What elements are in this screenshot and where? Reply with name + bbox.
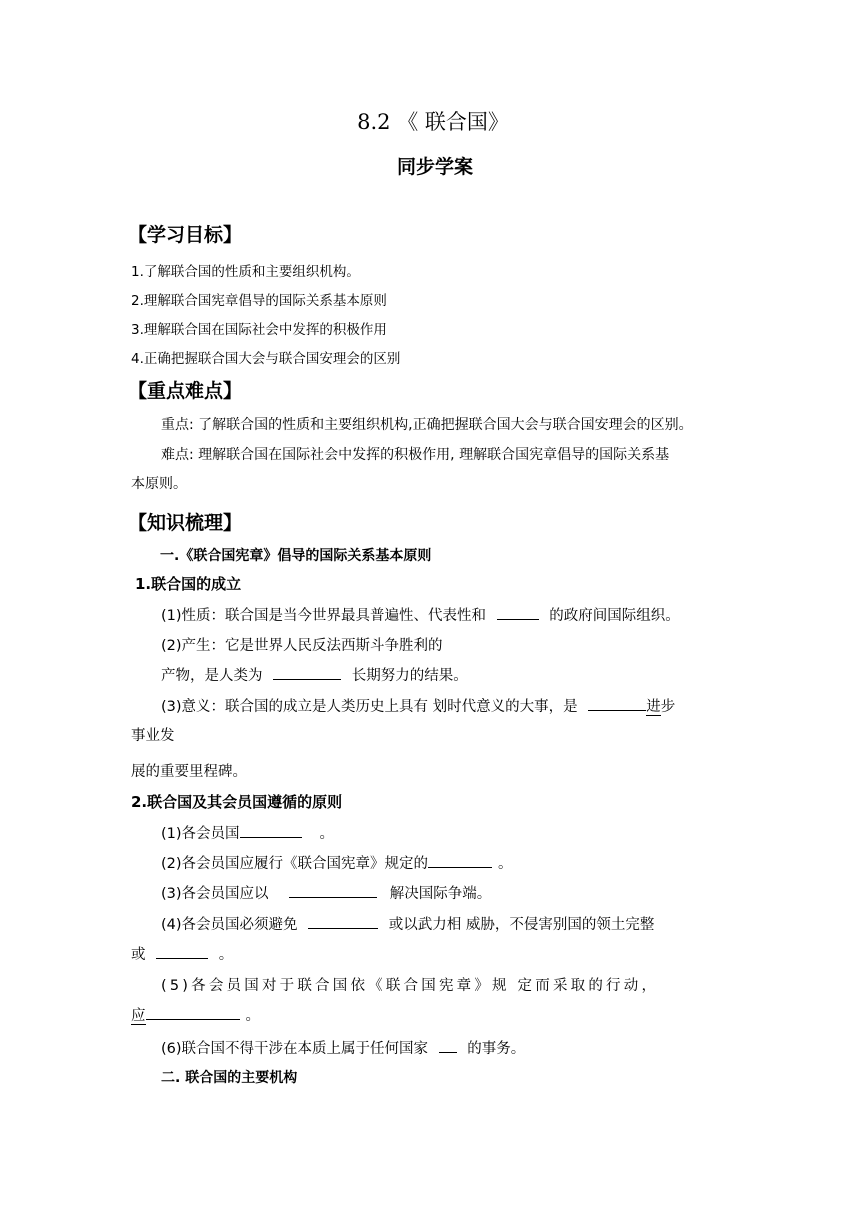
origin-line-cont: 产物，是人类为 长期努力的结果。	[161, 664, 468, 685]
part2-title: 二. 联合国的主要机构	[161, 1070, 298, 1086]
objective-item: 4.正确把握联合国大会与联合国安理会的区别	[131, 351, 401, 367]
answer-blank	[497, 604, 539, 620]
answer-blank	[156, 943, 208, 959]
sub1-title: 1.联合国的成立	[135, 575, 242, 593]
principle-4-cont: 或 。	[131, 943, 233, 964]
meaning-line-end: 展的重要里程碑。	[131, 764, 247, 780]
answer-blank	[588, 695, 646, 711]
page-title: 8.2 《 联合国》	[357, 110, 509, 134]
answer-blank	[289, 882, 377, 898]
sub2-title: 2.联合国及其会员国遵循的原则	[131, 793, 343, 811]
answer-blank	[146, 1004, 240, 1020]
objective-item: 1.了解联合国的性质和主要组织机构。	[131, 264, 360, 280]
meaning-line: (3)意义：联合国的成立是人类历史上具有 划时代意义的大事，是 进步	[161, 695, 675, 716]
answer-blank	[439, 1037, 457, 1053]
answer-blank	[308, 913, 378, 929]
origin-line: (2)产生：它是世界人民反法西斯斗争胜利的	[161, 638, 443, 654]
key-points-heading: 【重点难点】	[128, 380, 243, 402]
principle-5-cont: 应 。	[131, 1004, 260, 1025]
part1-title: 一.《联合国宪章》倡导的国际关系基本原则	[160, 548, 432, 564]
difficulty-text: 难点: 理解联合国在国际社会中发挥的积极作用, 理解联合国宪章倡导的国际关系基	[161, 447, 670, 463]
answer-blank	[240, 822, 302, 838]
focus-text: 重点: 了解联合国的性质和主要组织机构,正确把握联合国大会与联合国安理会的区别。	[161, 417, 693, 433]
nature-line: (1)性质：联合国是当今世界最具普遍性、代表性和 的政府间国际组织。	[161, 604, 680, 625]
principle-2: (2)各会员国应履行《联合国宪章》规定的 。	[161, 852, 513, 873]
meaning-line-cont: 事业发	[131, 728, 175, 744]
principle-6: (6)联合国不得干涉在本质上属于任何国家 的事务。	[161, 1037, 525, 1058]
principle-3: (3)各会员国应以 解决国际争端。	[161, 882, 491, 903]
principle-5: (5)各会员国对于联合国依《联合国宪章》规 定而采取的行动，	[161, 978, 660, 994]
knowledge-heading: 【知识梳理】	[128, 512, 243, 534]
objectives-heading: 【学习目标】	[128, 224, 243, 246]
page-subtitle: 同步学案	[396, 156, 473, 178]
principle-4: (4)各会员国必须避免 或以武力相 威胁，不侵害别国的领土完整	[161, 913, 654, 934]
principle-1: (1)各会员国 。	[161, 822, 334, 843]
answer-blank	[428, 852, 492, 868]
answer-blank	[273, 664, 341, 680]
objective-item: 2.理解联合国宪章倡导的国际关系基本原则	[131, 293, 387, 309]
objective-item: 3.理解联合国在国际社会中发挥的积极作用	[131, 322, 387, 338]
difficulty-text-cont: 本原则。	[131, 476, 187, 492]
